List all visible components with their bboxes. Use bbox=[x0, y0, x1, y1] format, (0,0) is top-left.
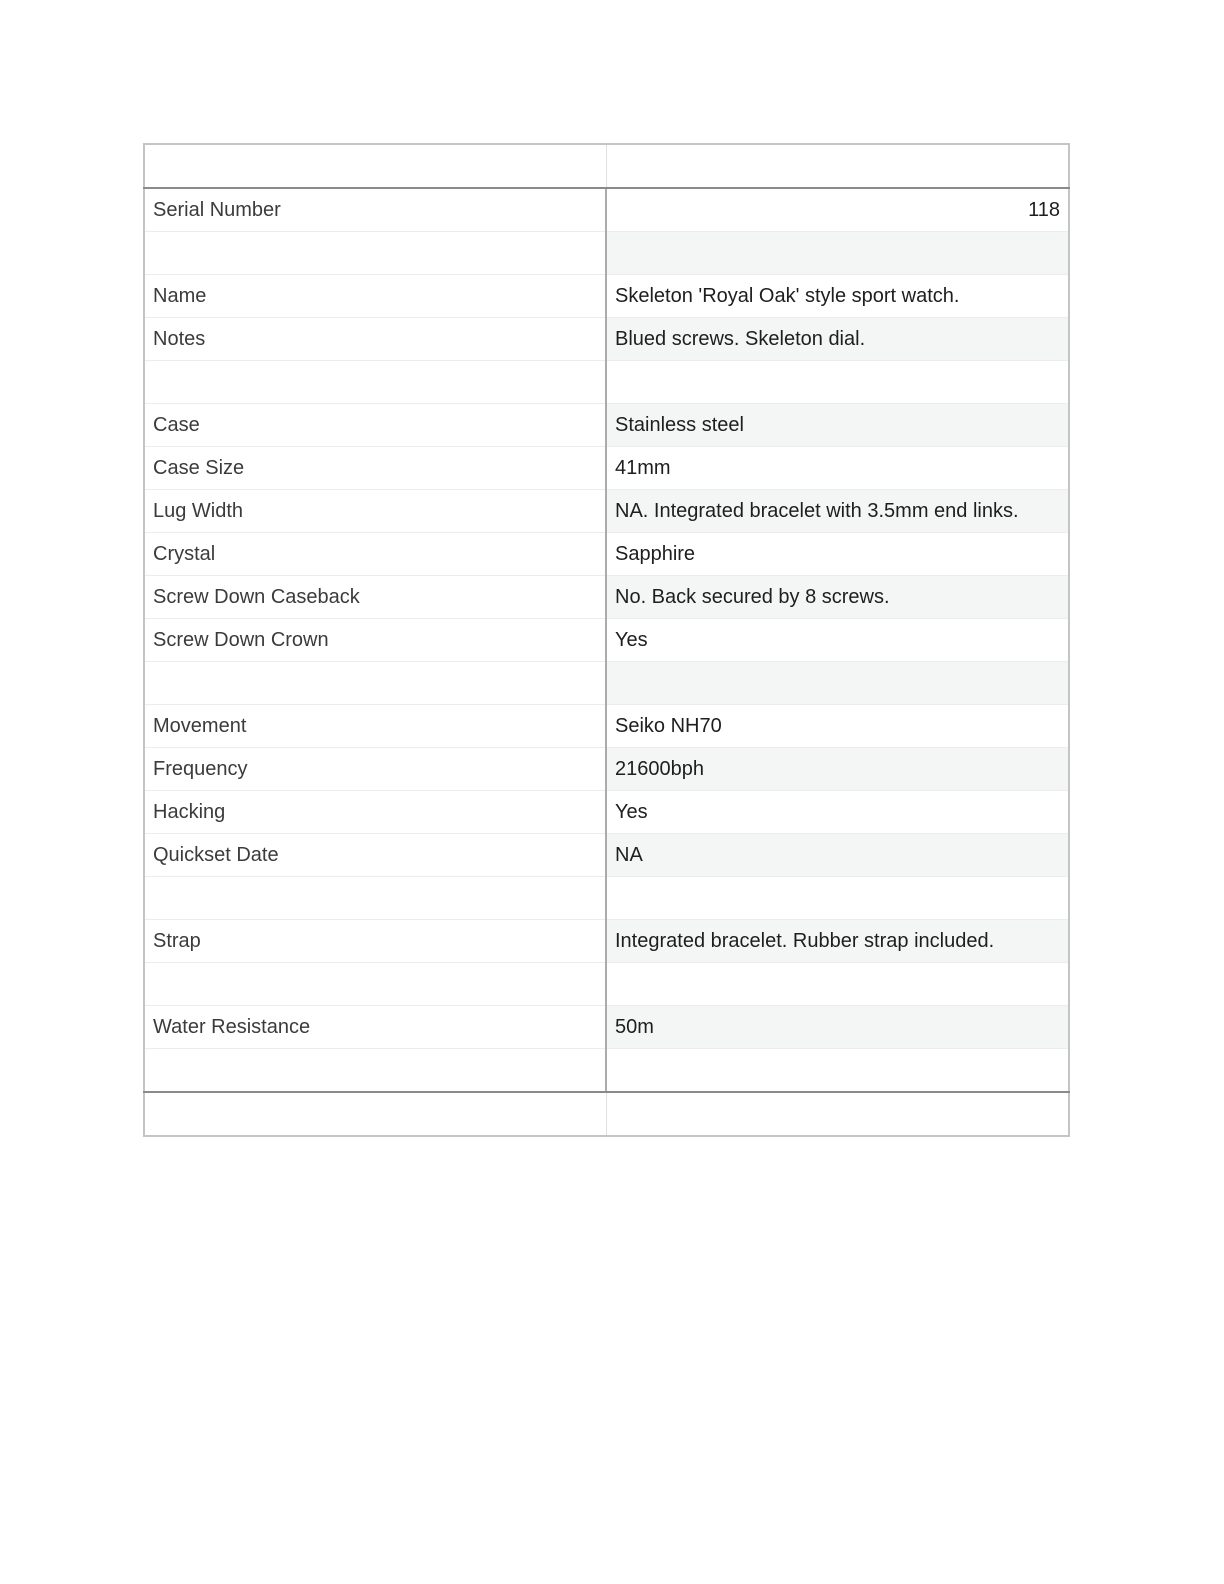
table-row bbox=[144, 1006, 1069, 1049]
row-value: 118 bbox=[606, 188, 1069, 232]
table-row bbox=[144, 361, 1069, 404]
row-label bbox=[144, 877, 606, 920]
row-label bbox=[144, 1049, 606, 1093]
table-row bbox=[144, 576, 1069, 619]
row-value: NA bbox=[606, 834, 1069, 877]
row-value: Blued screws. Skeleton dial. bbox=[606, 318, 1069, 361]
row-value: Yes bbox=[606, 619, 1069, 662]
header-cell-value bbox=[606, 144, 1069, 188]
table-row bbox=[144, 619, 1069, 662]
row-label bbox=[144, 963, 606, 1006]
row-label: Case bbox=[144, 404, 606, 447]
table-row bbox=[144, 318, 1069, 361]
row-label: Quickset Date bbox=[144, 834, 606, 877]
row-value: Skeleton 'Royal Oak' style sport watch. bbox=[606, 275, 1069, 318]
header-cell-label bbox=[144, 144, 606, 188]
row-label: Hacking bbox=[144, 791, 606, 834]
row-label: Frequency bbox=[144, 748, 606, 791]
row-value: Stainless steel bbox=[606, 404, 1069, 447]
row-value: 21600bph bbox=[606, 748, 1069, 791]
row-value bbox=[606, 662, 1069, 705]
footer-cell-value bbox=[606, 1092, 1069, 1136]
row-label: Lug Width bbox=[144, 490, 606, 533]
footer-cell-label bbox=[144, 1092, 606, 1136]
row-value: Sapphire bbox=[606, 533, 1069, 576]
row-value: 41mm bbox=[606, 447, 1069, 490]
row-label: Name bbox=[144, 275, 606, 318]
row-label: Strap bbox=[144, 920, 606, 963]
table-row bbox=[144, 404, 1069, 447]
row-label: Crystal bbox=[144, 533, 606, 576]
row-label bbox=[144, 361, 606, 404]
row-label: Movement bbox=[144, 705, 606, 748]
row-label: Screw Down Crown bbox=[144, 619, 606, 662]
table-row bbox=[144, 533, 1069, 576]
table-row bbox=[144, 834, 1069, 877]
table-row bbox=[144, 791, 1069, 834]
row-value: No. Back secured by 8 screws. bbox=[606, 576, 1069, 619]
table-row bbox=[144, 188, 1069, 232]
row-label: Case Size bbox=[144, 447, 606, 490]
table-row bbox=[144, 920, 1069, 963]
table-row bbox=[144, 490, 1069, 533]
row-label: Notes bbox=[144, 318, 606, 361]
row-label: Water Resistance bbox=[144, 1006, 606, 1049]
row-value bbox=[606, 963, 1069, 1006]
row-value: NA. Integrated bracelet with 3.5mm end links. bbox=[606, 490, 1069, 533]
table-row bbox=[144, 1049, 1069, 1093]
table-row bbox=[144, 705, 1069, 748]
row-value bbox=[606, 232, 1069, 275]
row-value: Seiko NH70 bbox=[606, 705, 1069, 748]
row-value: Yes bbox=[606, 791, 1069, 834]
table-row bbox=[144, 963, 1069, 1006]
row-label bbox=[144, 662, 606, 705]
row-label: Serial Number bbox=[144, 188, 606, 232]
row-label bbox=[144, 232, 606, 275]
row-value bbox=[606, 877, 1069, 920]
table-row bbox=[144, 232, 1069, 275]
row-value bbox=[606, 1049, 1069, 1093]
watch-spec-table bbox=[143, 143, 1070, 1137]
row-label: Screw Down Caseback bbox=[144, 576, 606, 619]
table-row bbox=[144, 877, 1069, 920]
table-row bbox=[144, 662, 1069, 705]
row-value bbox=[606, 361, 1069, 404]
table-row bbox=[144, 748, 1069, 791]
table-row bbox=[144, 275, 1069, 318]
row-value: 50m bbox=[606, 1006, 1069, 1049]
table-footer-row bbox=[144, 1092, 1069, 1136]
table-row bbox=[144, 447, 1069, 490]
table-header-row bbox=[144, 144, 1069, 188]
row-value: Integrated bracelet. Rubber strap included. bbox=[606, 920, 1069, 963]
